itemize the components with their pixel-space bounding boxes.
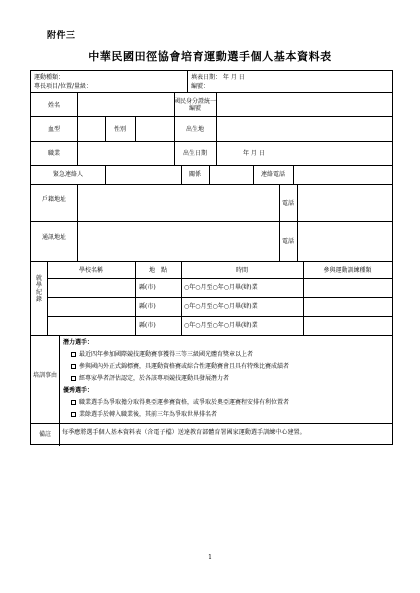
attachment-label: 附件三 (47, 31, 76, 41)
checkbox-icon[interactable] (71, 400, 76, 405)
occupation-label: 職業 (47, 150, 60, 157)
edu-row-location: 縣(市) (139, 322, 156, 329)
edu-header-period: 時間 (235, 267, 248, 274)
national-id-label: 國民身分證統一編號 (174, 98, 217, 112)
checkbox-icon[interactable] (71, 352, 76, 357)
emergency-contact-label: 緊急連絡人 (52, 171, 83, 178)
row-line (31, 261, 392, 262)
checkbox-icon[interactable] (71, 376, 76, 381)
col-line (216, 116, 217, 165)
birthdate-value: 年 月 日 (243, 150, 265, 157)
col-line (293, 165, 294, 184)
sport-category-label: 運動種類： (34, 74, 65, 81)
row-line (47, 316, 392, 317)
education-label: 就學紀錄 (35, 275, 42, 303)
row-line (31, 92, 392, 93)
row-line (31, 165, 392, 166)
birthplace-label: 出生地 (185, 126, 204, 133)
row-line (47, 297, 392, 298)
fill-date-label: 填表日期： 年 月 日 (191, 74, 245, 81)
excellent-item[interactable]: 職業選手為爭取擔分取得奧亞運參賽資格，或爭取於奧亞運賽程安排有利位置者 (71, 399, 289, 406)
contact-phone-label: 連絡電話 (260, 171, 285, 178)
page-number: 1 (208, 554, 212, 561)
col-line (77, 184, 78, 261)
row-line (47, 278, 392, 279)
serial-no-label: 編號： (191, 83, 210, 90)
col-line (135, 116, 136, 141)
household-address-label: 戶籍地址 (41, 196, 66, 203)
col-line (105, 165, 106, 184)
personal-data-form (30, 70, 393, 445)
edu-header-training: 參與運動訓練種類 (323, 267, 372, 274)
potential-item[interactable]: 最近四年參加國際競技運動賽事獲得三等三級國光體育獎章以上者 (71, 351, 253, 358)
household-phone-label: 電話 (281, 200, 294, 207)
col-line (59, 335, 60, 446)
reason-label: 培訓事由 (33, 372, 58, 379)
edu-header-school: 學校名稱 (78, 267, 103, 274)
edu-row-period: ○年○月至○年○月畢(肄)業 (184, 322, 258, 329)
potential-heading: 潛力選手： (63, 339, 94, 346)
mailing-phone-label: 電話 (281, 238, 294, 245)
excellent-item[interactable]: 業餘選手於轉入職業後，其前三年為爭取世界排名者 (71, 411, 217, 418)
birthdate-label: 出生日期 (182, 150, 207, 157)
col-line (297, 184, 298, 261)
potential-item[interactable]: 經專家學者評估認定，於各該專項競技運動具發展潛力者 (71, 375, 229, 382)
specialty-label: 專長項目/位置/量級： (34, 83, 93, 90)
blood-type-label: 血型 (47, 126, 60, 133)
row-line (31, 423, 392, 424)
name-label: 姓名 (47, 102, 60, 109)
edu-header-location: 地 點 (148, 267, 167, 274)
gender-label: 性別 (113, 126, 126, 133)
note-text: 每季應將選手個人基本資料表（含電子檔）送達教育部體育署國家運動選手訓練中心建置。 (62, 429, 306, 436)
header-divider (187, 71, 188, 92)
col-line (174, 116, 175, 165)
col-line (77, 141, 78, 165)
row-line (31, 184, 392, 185)
col-line (279, 184, 280, 261)
edu-row-period: ○年○月至○年○月畢(肄)業 (184, 284, 258, 291)
edu-row-location: 縣(市) (139, 303, 156, 310)
relationship-label: 關係 (188, 171, 201, 178)
edu-row-location: 縣(市) (139, 284, 156, 291)
row-line (31, 221, 392, 222)
col-line (77, 92, 78, 141)
mailing-address-label: 通訊地址 (41, 234, 66, 241)
row-line (31, 335, 392, 336)
note-label: 備註 (38, 431, 51, 438)
col-line (216, 92, 217, 116)
col-line (209, 165, 210, 184)
potential-item[interactable]: 參與國內外正式錦標賽，具運動資格賽或綜合性運動賽會且具有特殊比賽成績者 (71, 363, 289, 370)
excellent-heading: 優秀選手： (63, 387, 94, 394)
checkbox-icon[interactable] (71, 412, 76, 417)
form-title: 中華民國田徑協會培育運動選手個人基本資料表 (88, 50, 332, 63)
row-line (31, 141, 392, 142)
row-line (31, 116, 392, 117)
edu-row-period: ○年○月至○年○月畢(肄)業 (184, 303, 258, 310)
checkbox-icon[interactable] (71, 364, 76, 369)
